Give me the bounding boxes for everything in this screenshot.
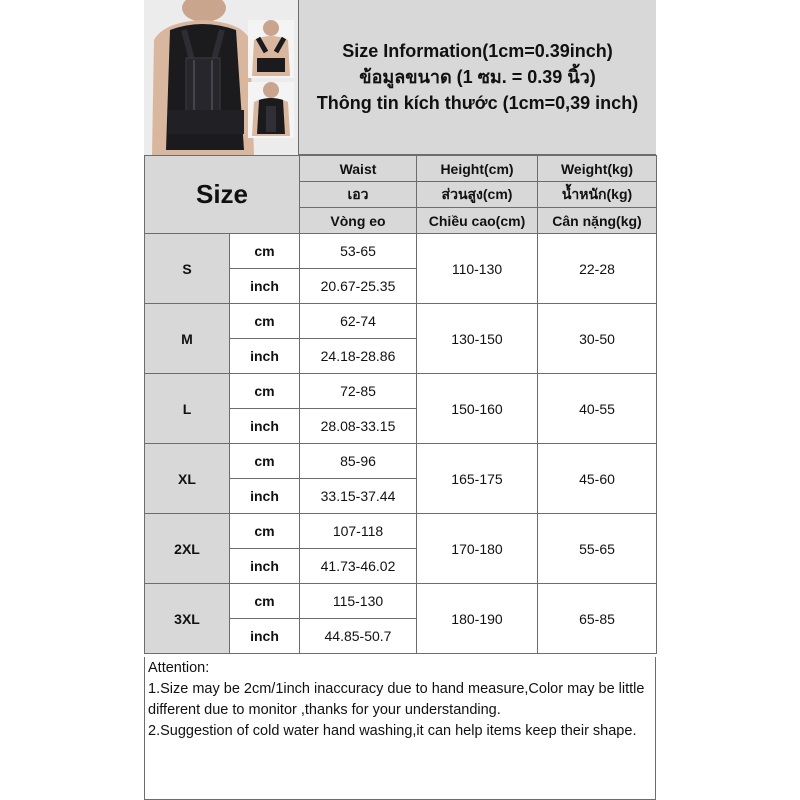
unit-cm: cm (230, 374, 300, 409)
size-information-header (299, 0, 656, 155)
height-value: 130-150 (417, 304, 538, 374)
unit-inch: inch (230, 339, 300, 374)
column-header-waist-th: เอว (300, 182, 417, 208)
size-label: L (145, 374, 230, 444)
unit-cm: cm (230, 584, 300, 619)
height-value: 165-175 (417, 444, 538, 514)
waist-inch: 33.15-37.44 (300, 479, 417, 514)
size-table (144, 155, 657, 654)
title-thai: ข้อมูลขนาด (1 ซม. = 0.39 นิ้ว) (359, 67, 596, 87)
unit-inch: inch (230, 549, 300, 584)
waist-cm: 62-74 (300, 304, 417, 339)
table-row (145, 374, 657, 409)
title-english: Size Information(1cm=0.39inch) (342, 41, 613, 61)
waist-inch: 24.18-28.86 (300, 339, 417, 374)
unit-cm: cm (230, 514, 300, 549)
height-value: 150-160 (417, 374, 538, 444)
unit-cm: cm (230, 234, 300, 269)
waist-inch: 41.73-46.02 (300, 549, 417, 584)
unit-cm: cm (230, 444, 300, 479)
weight-value: 22-28 (538, 234, 657, 304)
waist-inch: 44.85-50.7 (300, 619, 417, 654)
size-chart-sheet (144, 0, 656, 800)
height-value: 170-180 (417, 514, 538, 584)
height-value: 180-190 (417, 584, 538, 654)
title-vietnamese: Thông tin kích thước (1cm=0,39 inch) (316, 93, 639, 113)
unit-inch: inch (230, 409, 300, 444)
weight-value: 55-65 (538, 514, 657, 584)
size-label: M (145, 304, 230, 374)
posture-brace-illustration (144, 0, 298, 155)
height-value: 110-130 (417, 234, 538, 304)
waist-inch: 28.08-33.15 (300, 409, 417, 444)
column-header-weight-th: น้ำหนัก(kg) (538, 182, 657, 208)
weight-value: 40-55 (538, 374, 657, 444)
table-row (145, 234, 657, 269)
waist-cm: 107-118 (300, 514, 417, 549)
column-header-waist-vi: Vòng eo (300, 208, 417, 234)
unit-inch: inch (230, 619, 300, 654)
waist-cm: 115-130 (300, 584, 417, 619)
weight-value: 45-60 (538, 444, 657, 514)
waist-cm: 72-85 (300, 374, 417, 409)
column-header-weight-en: Weight(kg) (538, 156, 657, 182)
attention-note-1: 1.Size may be 2cm/1inch inaccuracy due to hand measure,Color may be little different due to monitor ,thanks for your understanding. (148, 681, 645, 718)
waist-inch: 20.67-25.35 (300, 269, 417, 304)
weight-value: 65-85 (538, 584, 657, 654)
column-header-height-th: ส่วนสูง(cm) (417, 182, 538, 208)
size-label: XL (145, 444, 230, 514)
waist-cm: 85-96 (300, 444, 417, 479)
size-label: S (145, 234, 230, 304)
size-header: Size (145, 156, 300, 234)
size-label: 3XL (145, 584, 230, 654)
table-row (145, 444, 657, 479)
attention-heading: Attention: (148, 660, 210, 676)
weight-value: 30-50 (538, 304, 657, 374)
attention-note-2: 2.Suggestion of cold water hand washing,it can help items keep their shape. (148, 723, 637, 739)
unit-inch: inch (230, 479, 300, 514)
column-header-weight-vi: Cân nặng(kg) (538, 208, 657, 234)
attention-notes (144, 657, 656, 800)
table-row (145, 304, 657, 339)
unit-cm: cm (230, 304, 300, 339)
column-header-height-vi: Chiều cao(cm) (417, 208, 538, 234)
table-row (145, 584, 657, 619)
unit-inch: inch (230, 269, 300, 304)
column-header-height-en: Height(cm) (417, 156, 538, 182)
size-label: 2XL (145, 514, 230, 584)
column-header-waist-en: Waist (300, 156, 417, 182)
product-photo (144, 0, 299, 156)
waist-cm: 53-65 (300, 234, 417, 269)
table-row (145, 514, 657, 549)
